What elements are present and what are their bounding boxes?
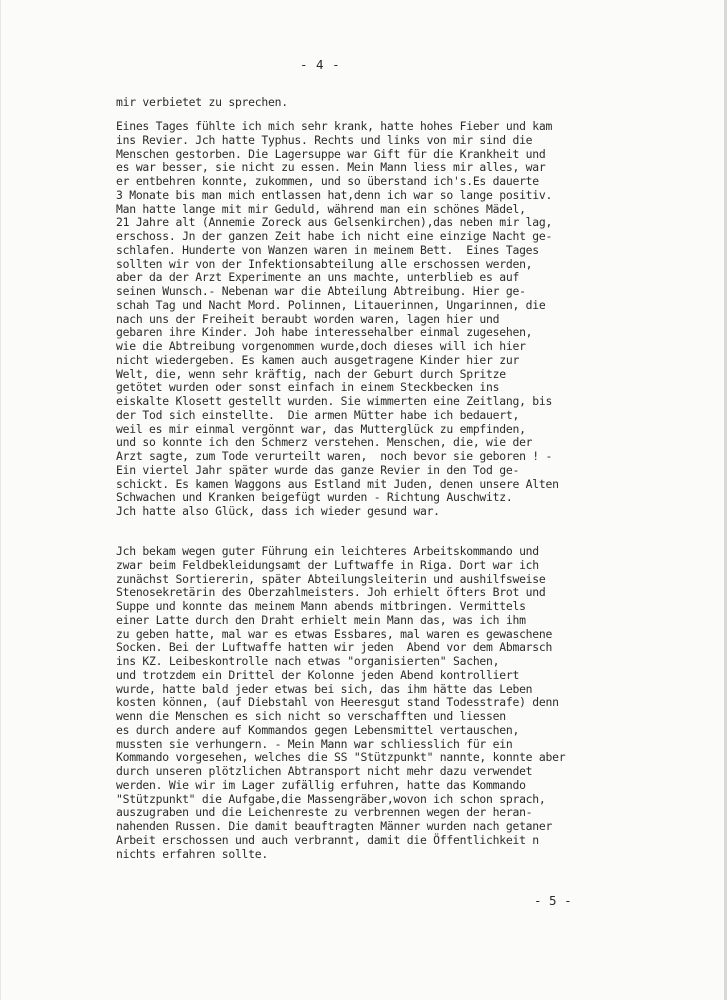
text-line: einer Latte durch den Draht erhielt mein Mann das, was ich ihm <box>116 612 526 627</box>
paragraph-1 <box>116 96 288 110</box>
text-line: zwar beim Feldbekleidungsamt der Luftwaffe in Riga. Dort war ich <box>116 557 539 572</box>
text-line: Menschen gestorben. Die Lagersuppe war Gift für die Krankheit und <box>116 146 546 161</box>
text-line: aber da der Arzt Experimente an uns machte, unterblieb es auf <box>116 270 520 285</box>
text-line: Jch bekam wegen guter Führung ein leichteres Arbeitskommando und <box>116 544 539 558</box>
text-line: mir verbietet zu sprechen. <box>116 95 288 109</box>
text-line: eiskalte Klosett gestellt wurden. Sie wimmerten eine Zeitlang, bis <box>116 394 553 408</box>
text-line: Suppe und konnte das meinem Mann abends mitbringen. Vermittels <box>116 599 526 613</box>
text-line: getötet wurden oder sonst einfach in einem Steckbecken ins <box>116 380 500 395</box>
text-line: schickt. Es kamen Waggons aus Estland mit Juden, denen unsere Alten <box>116 476 559 491</box>
text-line: auszugraben und die Leichenreste zu verbrennen wegen der heran- <box>116 805 533 820</box>
text-line: Arzt sagte, zum Tode verurteilt waren, noch bevor sie geboren ! - <box>116 449 553 463</box>
text-line: schah Tag und Nacht Mord. Polinnen, Litauerinnen, Ungarinnen, die <box>116 297 546 312</box>
next-page-number: - 5 - <box>534 893 572 908</box>
text-line: durch unseren plötzlichen Abtransport nicht mehr dazu verwendet <box>116 764 533 778</box>
text-line: und trotzdem ein Drittel der Kolonne jeden Abend kontrolliert <box>116 667 520 682</box>
text-line: gebaren ihre Kinder. Joh habe interessehalber einmal zugesehen, <box>116 325 533 340</box>
text-line: Eines Tages fühlte ich mich sehr krank, hatte hohes Fieber und kam <box>116 119 553 133</box>
text-line: Socken. Bei der Luftwaffe hatten wir jeden Abend vor dem Abmarsch <box>116 640 553 655</box>
text-line: Schwachen und Kranken beigefügt wurden - Richtung Auschwitz. <box>116 490 513 505</box>
text-line: ins KZ. Leibeskontrolle nach etwas "organisierten" Sachen, <box>116 654 500 668</box>
text-line: wie die Abtreibung vorgenommen wurde,doch dieses will ich hier <box>116 339 526 353</box>
text-line: seinen Wunsch.- Nebenan war die Abteilung Abtreibung. Hier ge- <box>116 284 526 298</box>
text-line: Arbeit erschossen und auch verbrannt, damit die Öffentlichkeit n <box>116 832 539 847</box>
text-line: zunächst Sortiererin, später Abteilungsleiterin und aushilfsweise <box>116 571 546 586</box>
text-line: es war besser, sie nicht zu essen. Mein Mann liess mir alles, war <box>116 160 546 175</box>
text-line: 21 Jahre alt (Annemie Zoreck aus Gelsenkirchen),das neben mir lag, <box>116 215 553 230</box>
text-line: nahenden Russen. Die damit beauftragten Männer wurden nach getaner <box>116 819 553 833</box>
text-line: Man hatte lange mit mir Geduld, während man ein schönes Mädel, <box>116 201 526 216</box>
paragraph-3 <box>116 545 565 861</box>
text-line: "Stützpunkt" die Aufgabe,die Massengräber,wovon ich schon sprach, <box>116 791 546 806</box>
text-line: nicht wiedergeben. Es kamen auch ausgetragene Kinder hier zur <box>116 352 520 367</box>
page-left-edge <box>0 0 1 1000</box>
paragraph-2 <box>116 120 559 519</box>
text-line: werden. Wie wir im Lager zufällig erfuhren, hatte das Kommando <box>116 777 526 792</box>
text-line: der Tod sich einstellte. Die armen Mütter habe ich bedauert, <box>116 407 520 422</box>
text-line: nichts erfahren sollte. <box>116 846 268 861</box>
text-line: Ein viertel Jahr später wurde das ganze Revier in den Tod ge- <box>116 462 520 477</box>
text-line: nach uns der Freiheit beraubt worden waren, lagen hier und <box>116 311 500 326</box>
text-line: schlafen. Hunderte von Wanzen waren in meinem Bett. Eines Tages <box>116 242 539 257</box>
text-line: und so konnte ich den Schmerz verstehen. Menschen, die, wie der <box>116 435 533 450</box>
text-line: sollten wir von der Infektionsabteilung alle erschossen werden, <box>116 256 533 271</box>
text-line: Stenosekretärin des Oberzahlmeisters. Joh erhielt öfters Brot und <box>116 585 546 600</box>
text-line: Welt, die, wenn sehr kräftig, nach der Geburt durch Spritze <box>116 366 506 381</box>
text-line: ins Revier. Jch hatte Typhus. Rechts und links von mir sind die <box>116 132 533 147</box>
text-line: wenn die Menschen es sich nicht so verschafften und liessen <box>116 709 506 723</box>
text-line: Jch hatte also Glück, dass ich wieder gesund war. <box>116 504 440 518</box>
text-line: weil es mir einmal vergönnt war, das Mutterglück zu empfinden, <box>116 421 526 436</box>
text-line: Kommando vorgesehen, welches die SS "Stützpunkt" nannte, konnte aber <box>116 750 566 765</box>
text-line: 3 Monate bis man mich entlassen hat,denn ich war so lange positiv. <box>116 187 553 202</box>
text-line: kosten können, (auf Diebstahl von Heeresgut stand Todesstrafe) denn <box>116 695 559 710</box>
text-line: er entbehren konnte, zukommen, und so überstand ich's.Es dauerte <box>116 174 539 188</box>
text-line: zu geben hatte, mal war es etwas Essbares, mal waren es gewaschene <box>116 626 553 641</box>
text-line: erschoss. Jn der ganzen Zeit habe ich nicht eine einzige Nacht ge- <box>116 229 553 243</box>
text-line: es durch andere auf Kommandos gegen Lebensmittel vertauschen, <box>116 722 520 737</box>
page-number: - 4 - <box>300 57 341 72</box>
text-line: mussten sie verhungern. - Mein Mann war schliesslich für ein <box>116 736 513 751</box>
text-line: wurde, hatte bald jeder etwas bei sich, das ihm hätte das Leben <box>116 681 533 696</box>
